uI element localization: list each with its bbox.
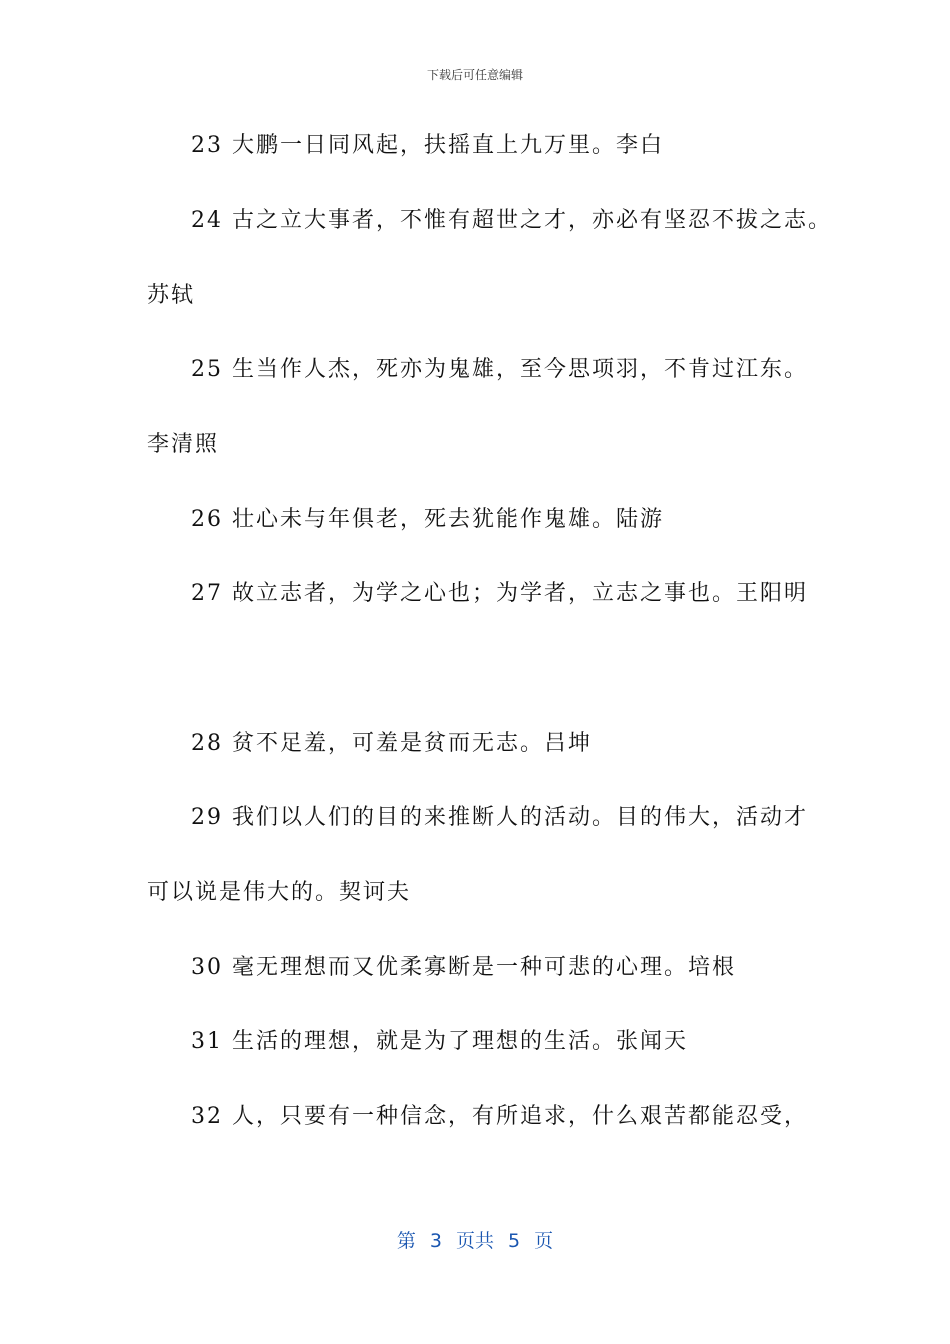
quote-line-27: 27 故立志者，为学之心也；为学者，立志之事也。王阳明 (191, 581, 808, 606)
page-header: 下载后可任意编辑 (426, 68, 523, 82)
quote-line-24: 24 古之立大事者，不惟有超世之才，亦必有坚忍不拔之志。 (191, 208, 832, 233)
page-number: 3 (429, 1230, 442, 1252)
quote-line-25: 25 生当作人杰，死亦为鬼雄，至今思项羽，不肯过江东。 (191, 357, 808, 382)
quote-line-32: 32 人，只要有一种信念，有所追求，什么艰苦都能忍受， (191, 1104, 808, 1129)
page-word: 第 (396, 1230, 416, 1252)
quote-line-26: 26 壮心未与年俱老，死去犹能作鬼雄。陆游 (191, 507, 664, 532)
quote-line-31: 31 生活的理想，就是为了理想的生活。张闻天 (191, 1029, 688, 1054)
quote-line-29: 29 我们以人们的目的来推断人的活动。目的伟大，活动才 (191, 805, 808, 830)
quote-line-24-author: 苏轼 (147, 283, 196, 308)
quote-line-30: 30 毫无理想而又优柔寡断是一种可悲的心理。培根 (191, 955, 736, 980)
quote-line-29-cont: 可以说是伟大的。契诃夫 (147, 880, 412, 905)
quote-line-23: 23 大鹏一日同风起，扶摇直上九万里。李白 (191, 133, 664, 158)
quote-line-25-author: 李清照 (147, 432, 220, 457)
quote-line-28: 28 贫不足羞，可羞是贫而无志。吕坤 (191, 731, 592, 756)
total-pages: 5 (508, 1230, 521, 1252)
page-of: 页共 (455, 1230, 494, 1252)
page-footer (0, 1226, 950, 1253)
page-suffix: 页 (534, 1230, 554, 1252)
